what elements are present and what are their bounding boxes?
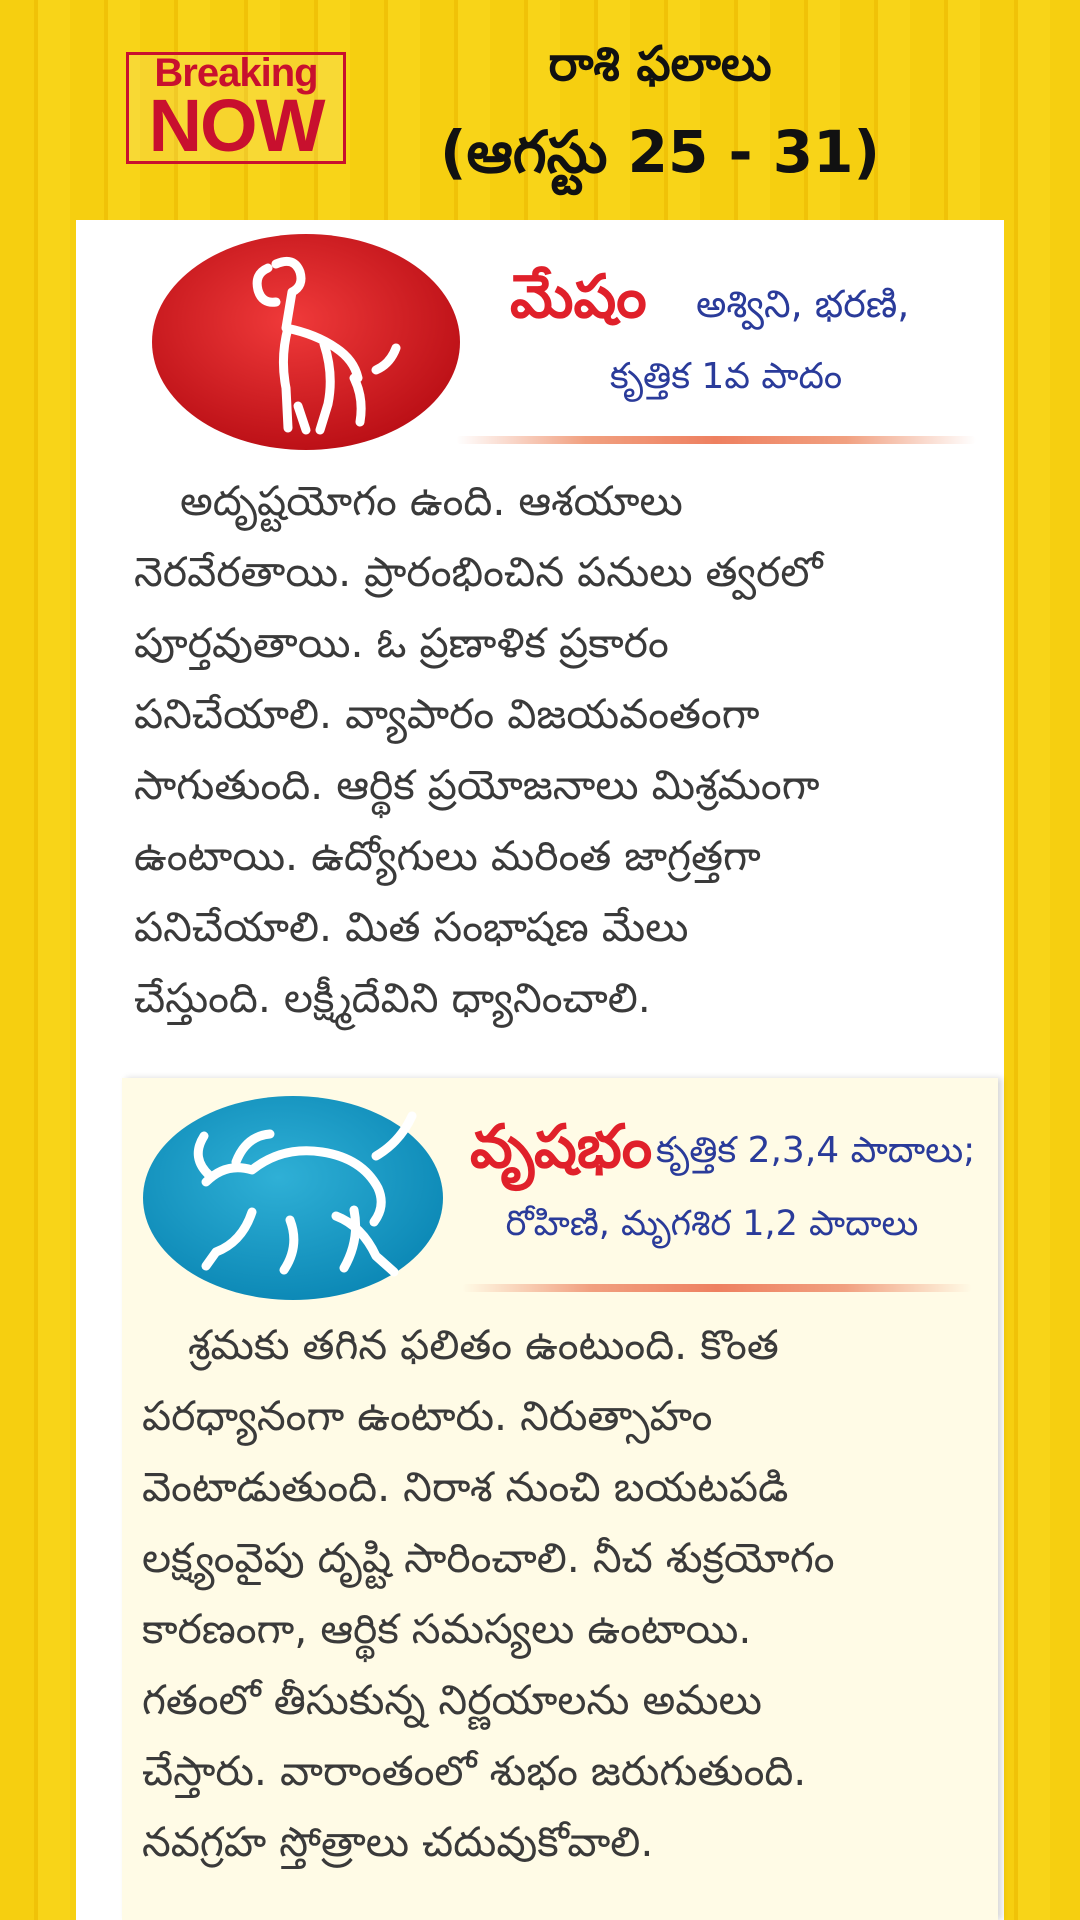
sign-name: వృషభం: [470, 1112, 653, 1182]
horoscope-panel: [76, 220, 1004, 1920]
sign-name: మేషం: [510, 262, 647, 332]
divider: [462, 1284, 972, 1292]
ram-icon: [148, 228, 464, 456]
header: [0, 0, 1080, 220]
prediction-text: శ్రమకు తగిన ఫలితం ఉంటుంది. కొంత పరధ్యానంగా ఉంటారు. నిరుత్సాహం వెంటాడుతుంది. నిరాశ నుంచి బయటపడి లక్ష్యంవైపు దృష్టి సారించాలి. నీచ శుక్రయోగం కారణంగా, ఆర్థిక సమస్యలు ఉంటాయి. గతంలో తీసుకున్న నిర్ణయాలను అమలు చేస్తారు. వారాంతంలో శుభం జరుగుతుంది. నవగ్రహ స్తోత్రాలు చదువుకోవాలి.: [142, 1321, 835, 1866]
badge-line1: Breaking: [154, 51, 318, 95]
badge-line2: NOW: [148, 84, 324, 167]
divider: [456, 436, 976, 444]
sign-section-vrushabham: [122, 1078, 998, 1920]
date-range: (ఆగస్టు 25 - 31): [440, 118, 880, 186]
nakshatra-line2: రోహిణి, మృగశిర 1,2 పాదాలు: [505, 1204, 919, 1244]
nakshatra-line1: అశ్విని, భరణి,: [696, 282, 910, 326]
sign-section-mesham: [76, 220, 1004, 1070]
nakshatra-line1: కృత్తిక 2,3,4 పాదాలు;: [656, 1130, 976, 1171]
page-title: రాశి ఫలాలు: [548, 36, 772, 92]
nakshatra-line2: కృత్తిక 1వ పాదం: [609, 356, 843, 397]
prediction-text: అదృష్టయోగం ఉంది. ఆశయాలు నెరవేరతాయి. ప్రారంభించిన పనులు త్వరలో పూర్తవుతాయి. ఓ ప్రణాళిక ప్రకారం పనిచేయాలి. వ్యాపారం విజయవంతంగా సాగుతుంది. ఆర్థిక ప్రయోజనాలు మిశ్రమంగా ఉంటాయి. ఉద్యోగులు మరింత జాగ్రత్తగా పనిచేయాలి. మిత సంభాషణ మేలు చేస్తుంది. లక్ష్మీదేవిని ధ్యానించాలి.: [134, 477, 823, 1022]
breaking-now-logo: [126, 51, 346, 167]
bull-icon: [140, 1092, 446, 1304]
